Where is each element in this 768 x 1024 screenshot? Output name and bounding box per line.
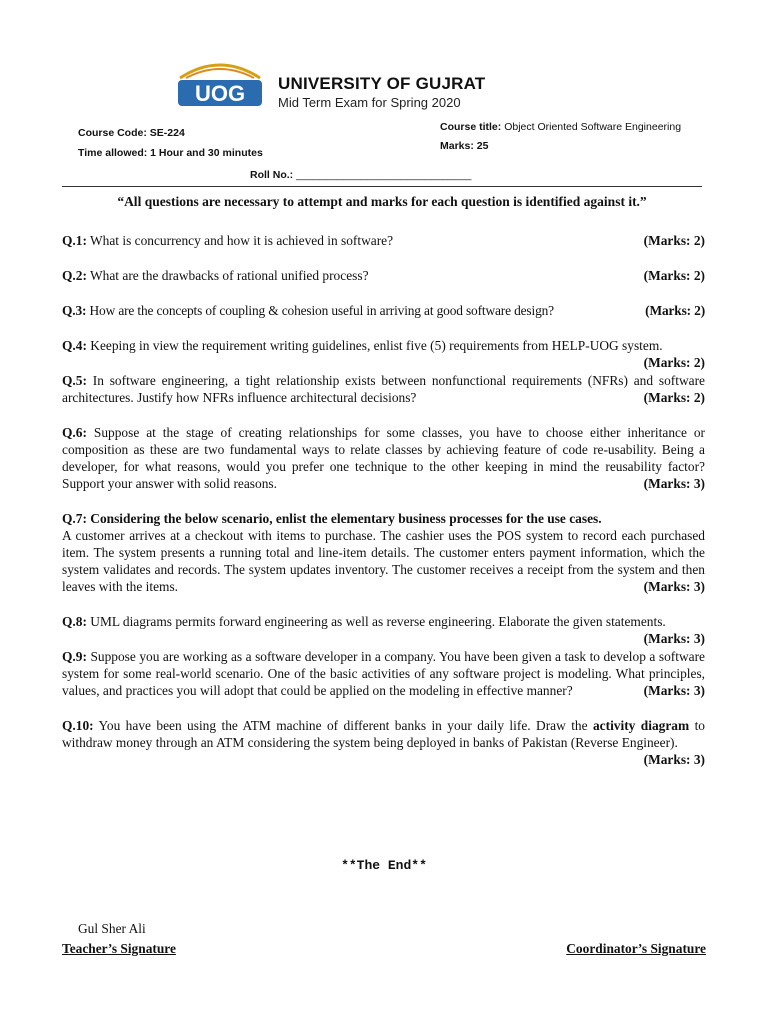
teacher-signature-label: Teacher’s Signature [62,941,176,956]
total-marks: Marks: 25 [440,140,489,152]
time-allowed: Time allowed: 1 Hour and 30 minutes [78,147,263,159]
question-5: Q.5: In software engineering, a tight relationship exists between nonfunctional requirements (NFRs) and software architectures. Justify how NFRs influence architectural decisions? (Marks: 2) [62,373,705,405]
roll-number: Roll No.: ______________________________ [250,169,472,181]
teacher-name: Gul Sher Ali [78,921,146,936]
instructions: “All questions are necessary to attempt and marks for each question is identified against it.” [117,194,647,209]
question-7: Q.7: Considering the below scenario, enlist the elementary business processes for the use cases. A customer arrives at a checkout with items to purchase. The cashier uses the POS system to record each purchased item. The system presents a running total and line-item details. The customer enters payment information, which the system validates and records. The system updates inventory. The customer receives a receipt from the system and then leaves with the items. (Marks: 3) [62,511,705,594]
course-code: Course Code: SE-224 [78,127,185,139]
question-1: Q.1: What is concurrency and how it is achieved in software? (Marks: 2) [62,233,705,248]
question-4: Q.4: Keeping in view the requirement writing guidelines, enlist five (5) requirements from HELP-UOG system. (Marks: 2) [62,338,705,370]
question-10: Q.10: You have been using the ATM machine of different banks in your daily life. Draw the activity diagram to withdraw money through an ATM considering the system being deployed in banks of Pakistan (Reverse Engineer). (Marks: 3) [62,718,705,767]
course-title: Course title: Object Oriented Software Engineering [440,121,682,133]
header-divider [62,186,702,187]
university-name: UNIVERSITY OF GUJRAT [278,74,486,93]
logo-text: UOG [194,81,246,106]
question-6: Q.6: Suppose at the stage of creating relationships for some classes, you have to choose either inheritance or composition as these are two fundamental ways to relate classes by achieving feature of code re-usability. Being a developer, for what reasons, would you prefer one technique to the other keeping in mind the reusability factor? Support your answer with solid reasons. (Marks: 3) [62,425,705,491]
question-8: Q.8: UML diagrams permits forward engineering as well as reverse engineering. Elaborate the given statements. (Marks: 3) [62,614,705,646]
exam-title: Mid Term Exam for Spring 2020 [278,95,461,110]
question-9: Q.9: Suppose you are working as a software developer in a company. You have been given a task to develop a software system for some real-world scenario. One of the basic activities of any software project is modeling. What principles, values, and practices you will adopt that could be applied on the modeling in effective manner? (Marks: 3) [62,649,705,698]
question-3: Q.3: How are the concepts of coupling & cohesion useful in arriving at good software design? (Marks: 2) [62,303,705,318]
question-2: Q.2: What are the drawbacks of rational unified process? (Marks: 2) [62,268,705,283]
university-logo [172,58,268,110]
question-list [62,232,705,769]
coordinator-signature-label: Coordinator’s Signature [566,941,706,956]
end-marker: **The End** [341,858,427,873]
